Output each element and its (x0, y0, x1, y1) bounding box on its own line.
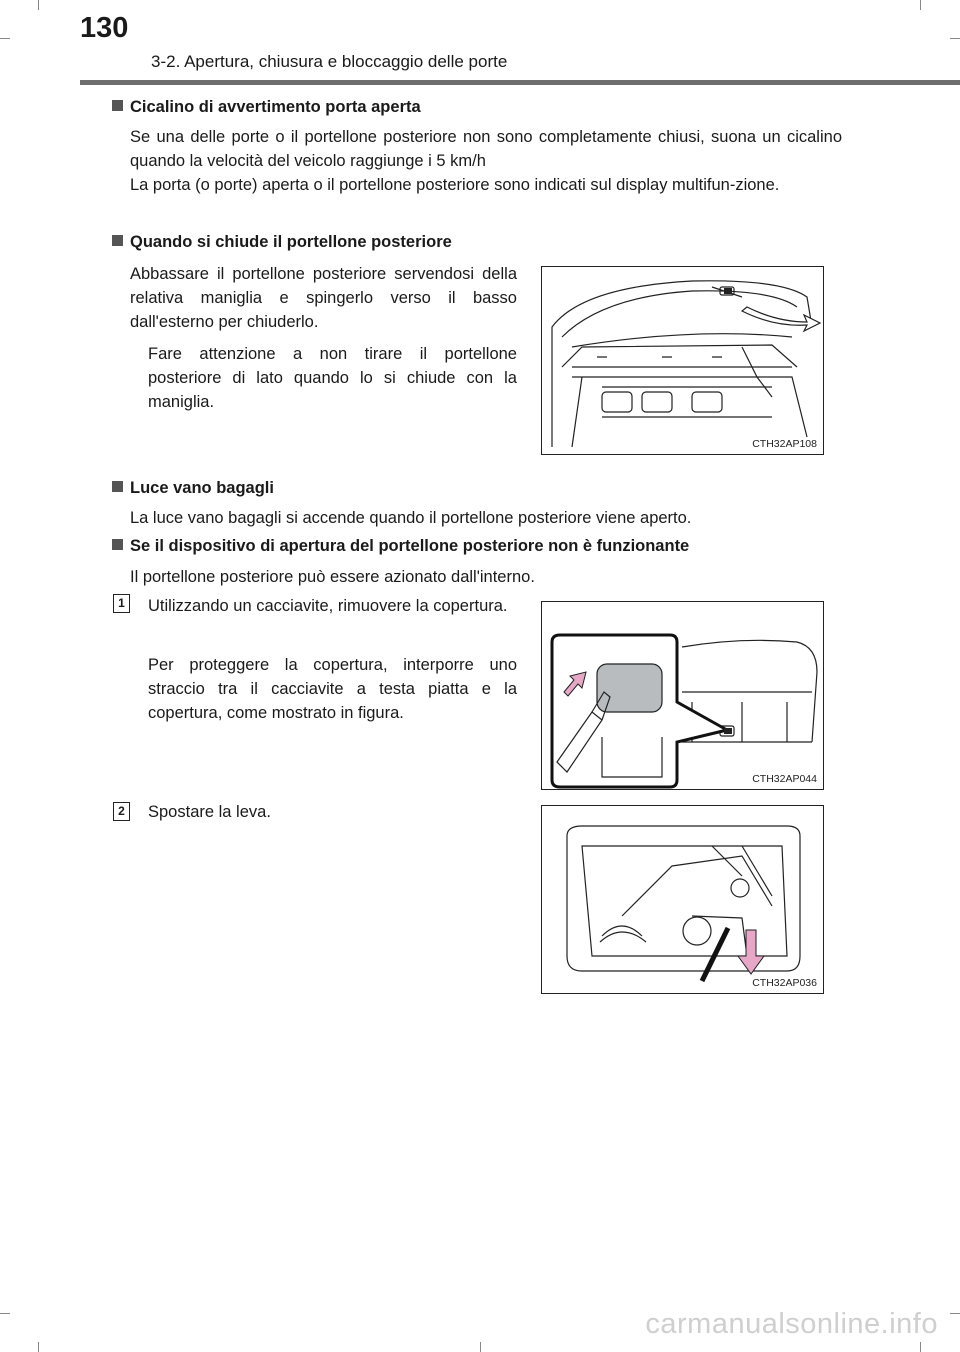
crop-mark (38, 0, 39, 10)
paragraph: Abbassare il portellone posteriore servendosi della relativa maniglia e spingerlo verso il basso dall'esterno per chiuderlo. (130, 265, 517, 331)
heading-text: Luce vano bagagli (130, 479, 274, 497)
luce-body (130, 506, 842, 530)
crop-mark (0, 1313, 10, 1314)
paragraph: Per proteggere la copertura, interporre uno straccio tra il cacciavite a testa piatta e la copertura, come mostrato in figura. (148, 656, 517, 722)
crop-mark (0, 38, 10, 39)
paragraph: Spostare la leva. (148, 803, 271, 821)
square-bullet-icon (112, 100, 123, 111)
square-bullet-icon (112, 235, 123, 246)
section-cicalino (112, 96, 842, 118)
watermark: carmanualsonline.info (645, 1308, 938, 1340)
crop-mark (920, 0, 921, 10)
step-badge: 1 (113, 594, 130, 613)
cover-illustration (542, 602, 823, 789)
paragraph: Se una delle porte o il portellone posteriore non sono completamente chiusi, suona un cicalino quando la velocità del veicolo raggiunge i 5 km/h (130, 128, 842, 170)
dispositivo-body (130, 565, 842, 589)
crop-mark (920, 1342, 921, 1352)
section-chiude (112, 231, 842, 253)
paragraph: Il portellone posteriore può essere azionato dall'interno. (130, 568, 535, 586)
step1-body (148, 594, 517, 618)
section-heading (112, 96, 842, 118)
square-bullet-icon (112, 481, 123, 492)
heading-text: Cicalino di avvertimento porta aperta (130, 98, 421, 116)
paragraph: Fare attenzione a non tirare il portellone posteriore di lato quando lo si chiude con la maniglia. (148, 345, 517, 411)
cicalino-body (130, 125, 842, 197)
figure-code: CTH32AP108 (752, 438, 817, 450)
step-badge: 2 (113, 802, 130, 821)
figure-code: CTH32AP044 (752, 773, 817, 785)
section-luce (112, 477, 842, 499)
section-heading (112, 477, 842, 499)
tailgate-illustration (542, 267, 823, 454)
crop-mark (38, 1342, 39, 1352)
chiude-body (130, 262, 517, 334)
paragraph: La luce vano bagagli si accende quando il portellone posteriore viene aperto. (130, 509, 692, 527)
crop-mark (950, 1313, 960, 1314)
figure-code: CTH32AP036 (752, 977, 817, 989)
chiude-note (148, 342, 517, 414)
header-rule (80, 80, 960, 85)
heading-text: Quando si chiude il portellone posteriore (130, 233, 452, 251)
figure-cover (541, 601, 824, 790)
paragraph: La porta (o porte) aperta o il portellone posteriore sono indicati sul display multifun-zione. (130, 176, 780, 194)
crop-mark (950, 38, 960, 39)
figure-tailgate (541, 266, 824, 455)
figure-lever (541, 805, 824, 994)
section-title: 3-2. Apertura, chiusura e bloccaggio delle porte (151, 52, 508, 71)
section-dispositivo (112, 535, 842, 557)
heading-text: Se il dispositivo di apertura del portellone posteriore non è funzionante (130, 537, 690, 555)
lever-illustration (542, 806, 823, 993)
page-number: 130 (80, 12, 129, 44)
step1-note (148, 653, 517, 725)
paragraph: Utilizzando un cacciavite, rimuovere la copertura. (148, 597, 508, 615)
crop-mark (480, 1342, 481, 1352)
section-heading (112, 231, 842, 253)
step2-body (148, 800, 517, 824)
square-bullet-icon (112, 539, 123, 550)
section-heading (112, 535, 842, 557)
